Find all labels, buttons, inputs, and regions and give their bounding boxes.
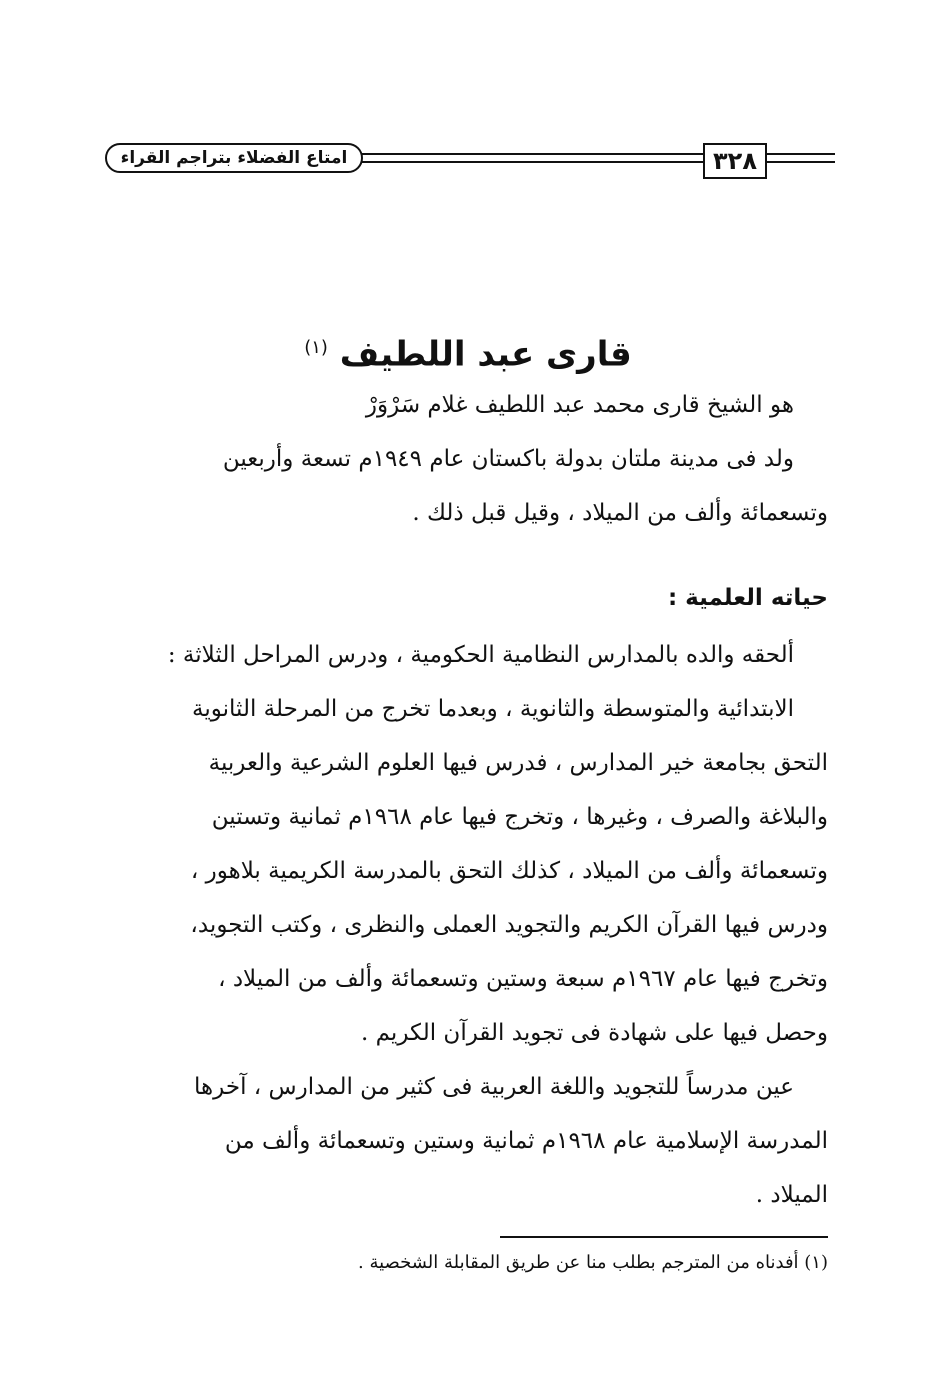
section-line-4: والبلاغة والصرف ، وغيرها ، وتخرج فيها عام ١٩٦٨م ثمانية وتستين bbox=[211, 804, 828, 830]
section-line-3: التحق بجامعة خير المدارس ، فدرس فيها العلوم الشرعية والعربية bbox=[208, 750, 828, 776]
page-number: ٣٢٨ bbox=[703, 143, 767, 179]
section-line-5: وتسعمائة وألف من الميلاد ، كذلك التحق بالمدرسة الكريمية بلاهور ، bbox=[190, 858, 828, 884]
section-line-1: ألحقه والده بالمدارس النظامية الحكومية ، ودرس المراحل الثلاثة : bbox=[167, 642, 794, 668]
book-title: امتاع الفضلاء بتراجم القراء bbox=[105, 143, 363, 173]
article-title bbox=[108, 318, 828, 378]
section-line-9: عين مدرساً للتجويد واللغة العربية فى كثير من المدارس ، آخرها bbox=[194, 1074, 794, 1100]
section-heading: حياته العلمية : bbox=[667, 585, 828, 611]
section-line-8: وحصل فيها على شهادة فى تجويد القرآن الكريم . bbox=[361, 1020, 828, 1046]
footnote-rule bbox=[500, 1236, 828, 1238]
running-header bbox=[0, 0, 948, 200]
section-line-7: وتخرج فيها عام ١٩٦٧م سبعة وستين وتسعمائة وألف من الميلاد ، bbox=[218, 966, 828, 992]
section-line-10: المدرسة الإسلامية عام ١٩٦٨م ثمانية وستين وتسعمائة وألف من bbox=[224, 1128, 828, 1154]
title-footnote-ref: (١) bbox=[304, 337, 328, 358]
footnote: (١) أفدناه من المترجم بطلب منا عن طريق المقابلة الشخصية . bbox=[358, 1252, 828, 1273]
section-line-6: ودرس فيها القرآن الكريم والتجويد العملى والنظرى ، وكتب التجويد، bbox=[190, 912, 828, 938]
section-line-11: الميلاد . bbox=[755, 1182, 828, 1208]
intro-line-3: وتسعمائة وألف من الميلاد ، وقيل قبل ذلك . bbox=[412, 500, 828, 526]
intro-line-1: هو الشيخ قارى محمد عبد اللطيف غلام سَرْوَرْ bbox=[365, 392, 794, 418]
article-body bbox=[108, 310, 828, 1222]
title-text: قارى عبد اللطيف bbox=[339, 334, 632, 375]
intro-line-2: ولد فى مدينة ملتان بدولة باكستان عام ١٩٤٩م تسعة وأربعين bbox=[222, 446, 794, 472]
section-line-2: الابتدائية والمتوسطة والثانوية ، وبعدما تخرج من المرحلة الثانوية bbox=[192, 696, 794, 722]
